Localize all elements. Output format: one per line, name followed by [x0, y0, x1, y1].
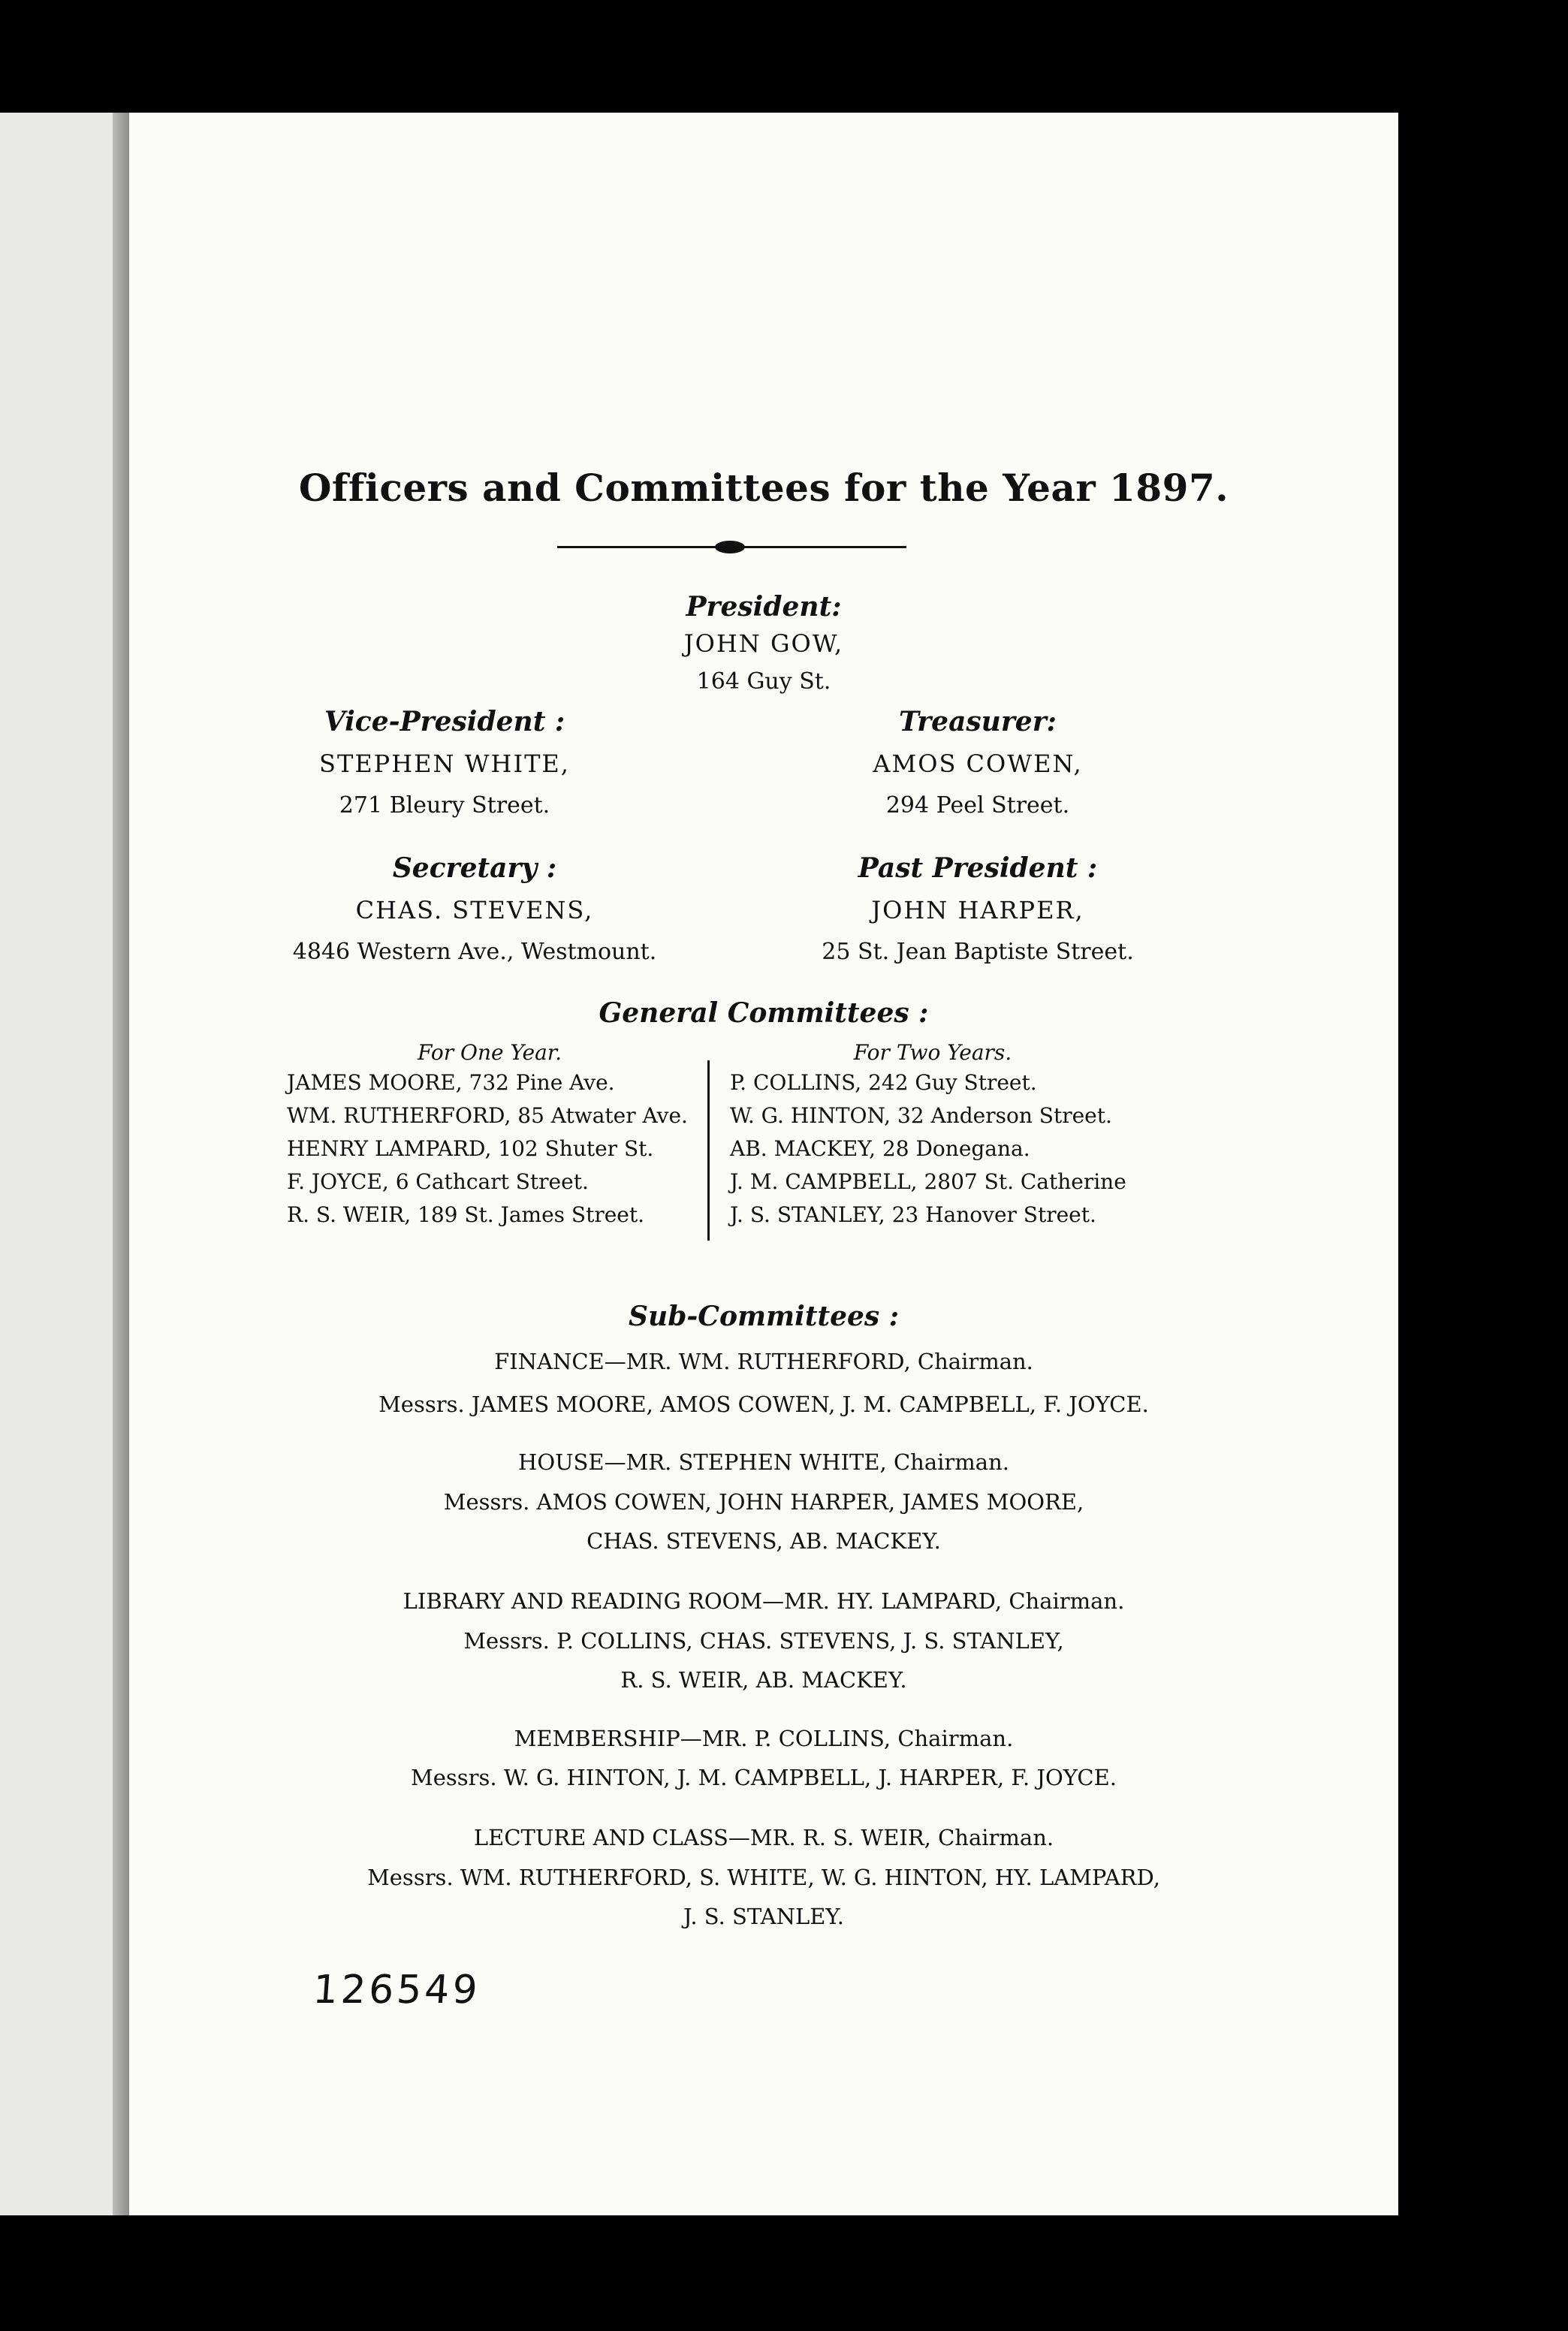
- president-heading: President:: [686, 591, 842, 623]
- treasurer-heading: Treasurer:: [899, 706, 1057, 737]
- list-item: JAMES MOORE, 732 Pine Ave.: [287, 1070, 615, 1095]
- list-item: WM. RUTHERFORD, 85 Atwater Ave.: [287, 1103, 688, 1128]
- list-item: F. JOYCE, 6 Cathcart Street.: [287, 1169, 589, 1194]
- house-members-line: Messrs. AMOS COWEN, JOHN HARPER, JAMES MOORE,: [443, 1489, 1084, 1515]
- treasurer-address: 294 Peel Street.: [885, 792, 1070, 819]
- treasurer-name: AMOS COWEN,: [873, 749, 1083, 778]
- ornamental-rule-center: [715, 541, 745, 553]
- list-item: HENRY LAMPARD, 102 Shuter St.: [287, 1136, 654, 1161]
- list-item: J. S. STANLEY, 23 Hanover Street.: [730, 1202, 1096, 1227]
- one-year-label: For One Year.: [417, 1040, 562, 1065]
- handwritten-accession-number: 126549: [311, 1968, 482, 2013]
- document-page: [129, 113, 1398, 2215]
- page-title: Officers and Committees for the Year 1897.: [298, 466, 1229, 510]
- secretary-heading: Secretary :: [392, 852, 557, 884]
- list-item: AB. MACKEY, 28 Donegana.: [730, 1136, 1030, 1161]
- two-years-label: For Two Years.: [853, 1040, 1012, 1065]
- general-committees-heading: General Committees :: [599, 997, 929, 1029]
- committee-column-divider: [707, 1060, 710, 1241]
- library-members-line: Messrs. P. COLLINS, CHAS. STEVENS, J. S. STANLEY,: [463, 1628, 1064, 1654]
- library-chair-line: LIBRARY AND READING ROOM—MR. HY. LAMPARD, Chairman.: [403, 1588, 1125, 1614]
- page-gutter-shadow: [113, 113, 129, 2215]
- lecture-chair-line: LECTURE AND CLASS—MR. R. S. WEIR, Chairman.: [473, 1825, 1054, 1850]
- past-president-heading: Past President :: [858, 852, 1098, 884]
- house-members-line: CHAS. STEVENS, AB. MACKEY.: [586, 1528, 941, 1554]
- vice-president-name: STEPHEN WHITE,: [319, 749, 570, 778]
- lecture-members-line: Messrs. WM. RUTHERFORD, S. WHITE, W. G. HINTON, HY. LAMPARD,: [367, 1865, 1160, 1890]
- list-item: P. COLLINS, 242 Guy Street.: [730, 1070, 1037, 1095]
- list-item: R. S. WEIR, 189 St. James Street.: [287, 1202, 645, 1227]
- membership-members-line: Messrs. W. G. HINTON, J. M. CAMPBELL, J. HARPER, F. JOYCE.: [411, 1765, 1117, 1790]
- president-name: JOHN GOW,: [683, 629, 844, 658]
- past-president-address: 25 St. Jean Baptiste Street.: [822, 939, 1134, 965]
- sub-committees-heading: Sub-Committees :: [629, 1301, 899, 1332]
- vice-president-address: 271 Bleury Street.: [339, 792, 550, 819]
- house-chair-line: HOUSE—MR. STEPHEN WHITE, Chairman.: [518, 1449, 1009, 1475]
- secretary-name: CHAS. STEVENS,: [355, 896, 594, 924]
- membership-chair-line: MEMBERSHIP—MR. P. COLLINS, Chairman.: [514, 1726, 1014, 1751]
- secretary-address: 4846 Western Ave., Westmount.: [292, 939, 657, 965]
- past-president-name: JOHN HARPER,: [871, 896, 1084, 924]
- finance-chair-line: FINANCE—MR. WM. RUTHERFORD, Chairman.: [494, 1349, 1033, 1374]
- facing-page-edge: [0, 113, 126, 2215]
- list-item: J. M. CAMPBELL, 2807 St. Catherine: [730, 1169, 1126, 1194]
- president-address: 164 Guy St.: [696, 668, 831, 695]
- library-members-line: R. S. WEIR, AB. MACKEY.: [620, 1667, 907, 1693]
- finance-members-line: Messrs. JAMES MOORE, AMOS COWEN, J. M. CAMPBELL, F. JOYCE.: [378, 1392, 1149, 1417]
- lecture-members-line: J. S. STANLEY.: [683, 1904, 845, 1929]
- vice-president-heading: Vice-President :: [324, 706, 565, 737]
- list-item: W. G. HINTON, 32 Anderson Street.: [730, 1103, 1112, 1128]
